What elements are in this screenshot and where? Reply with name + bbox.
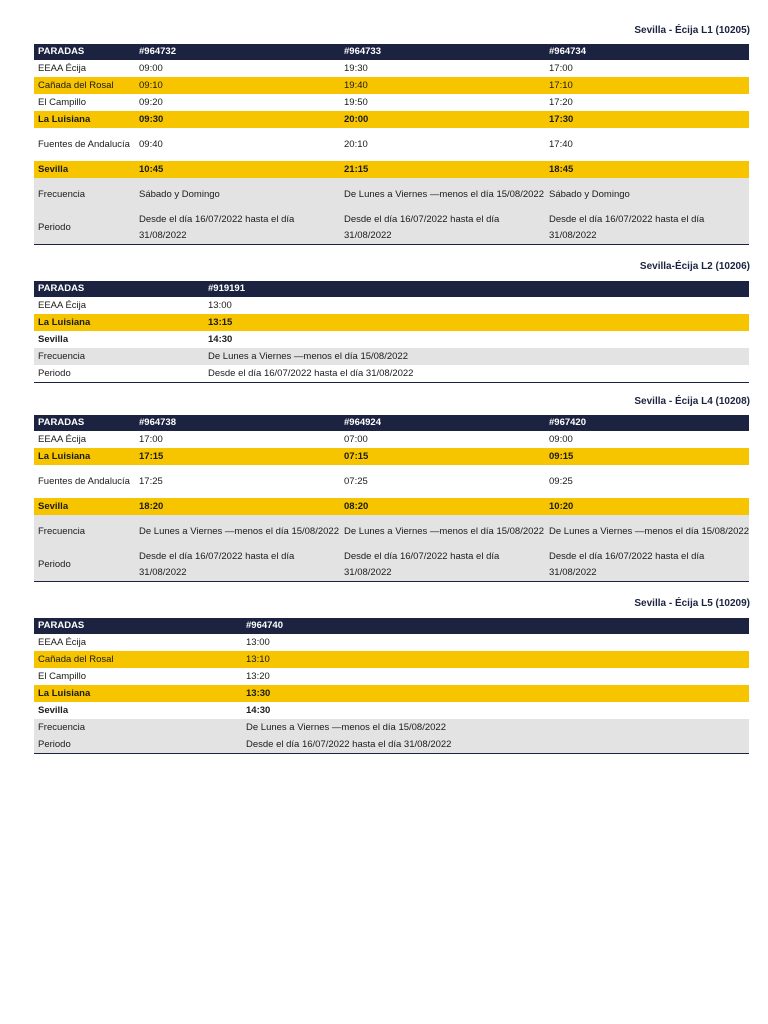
stop-row [34,431,749,448]
stop-row [34,331,749,348]
stop-row [34,651,749,668]
stop-time: 09:10 [135,77,340,94]
header-cell-trip: #967420 [545,415,749,431]
stop-time: 17:20 [549,96,573,108]
stop-time: 20:10 [344,138,368,150]
stop-time: 17:25 [139,475,163,487]
stop-time: 14:30 [208,333,233,345]
stop-time: 08:20 [340,498,545,515]
frequency-value: De Lunes a Viernes —menos el día 15/08/2022 [340,515,545,548]
header-cell-trip: #964738 [135,415,340,431]
stop-name: La Luisiana [34,314,204,331]
stop-time: 09:00 [549,433,573,445]
stop-row [34,94,749,111]
frequency-row [34,178,749,211]
stop-name: El Campillo [38,670,87,682]
stop-time: 13:15 [204,314,749,331]
header-cell-trip: #964740 [242,618,749,634]
stop-time: 09:15 [545,448,749,465]
schedule-table-l5 [34,618,749,754]
stop-row [34,297,749,314]
frequency-value: Sábado y Domingo [135,178,340,211]
header-cell-stops: PARADAS [34,618,242,634]
stop-time: 13:20 [246,670,270,682]
header-cell-stops: PARADAS [34,281,204,297]
stop-time: 09:20 [139,96,163,108]
stop-name: EEAA Écija [38,433,87,445]
header-cell-trip: #964734 [545,44,749,60]
stop-time: 17:00 [549,62,573,74]
stop-time: 07:00 [344,433,368,445]
stop-name: EEAA Écija [38,62,87,74]
period-label: Periodo [34,365,204,383]
period-value: Desde el día 16/07/2022 hasta el día 31/08/2022 [340,548,545,582]
stop-time: 20:00 [340,111,545,128]
stop-name: Cañada del Rosal [34,651,242,668]
stop-row [34,111,749,128]
stop-name: El Campillo [38,96,87,108]
stop-name: La Luisiana [34,111,135,128]
frequency-label: Frecuencia [34,178,135,211]
stop-time: 17:15 [135,448,340,465]
frequency-row [34,719,749,736]
stop-time: 13:30 [242,685,749,702]
period-value: Desde el día 16/07/2022 hasta el día 31/08/2022 [340,211,545,245]
stop-name: EEAA Écija [38,299,87,311]
table-header-row [34,415,749,431]
stop-time: 21:15 [340,161,545,178]
period-label: Periodo [34,736,242,754]
stop-name: La Luisiana [34,685,242,702]
stop-row [34,448,749,465]
stop-time: 17:00 [139,433,163,445]
stop-time: 18:20 [135,498,340,515]
stop-time: 09:40 [139,138,163,150]
stop-name: Sevilla [38,704,69,716]
stop-row [34,634,749,651]
header-cell-trip: #964924 [340,415,545,431]
stop-name: Fuentes de Andalucía [38,475,130,487]
frequency-value: De Lunes a Viernes —menos el día 15/08/2022 [242,719,749,736]
frequency-label: Frecuencia [34,348,204,365]
stop-name: La Luisiana [34,448,135,465]
stop-time: 17:10 [545,77,749,94]
stop-time: 07:25 [344,475,368,487]
header-cell-trip: #964733 [340,44,545,60]
stop-row [34,685,749,702]
stop-row [34,128,749,161]
stop-time: 10:45 [135,161,340,178]
frequency-value: De Lunes a Viernes —menos el día 15/08/2022 [340,178,545,211]
table-header-row [34,281,749,297]
period-value: Desde el día 16/07/2022 hasta el día 31/08/2022 [135,548,340,582]
stop-time: 13:00 [246,636,270,648]
stop-time: 07:15 [340,448,545,465]
stop-time: 09:00 [139,62,163,74]
stop-name: EEAA Écija [38,636,87,648]
stop-name: Cañada del Rosal [34,77,135,94]
period-row [34,211,749,245]
frequency-label: Frecuencia [34,719,242,736]
stop-row [34,161,749,178]
stop-time: 10:20 [545,498,749,515]
header-cell-trip: #919191 [204,281,749,297]
period-label: Periodo [34,548,135,582]
stop-row [34,314,749,331]
frequency-value: De Lunes a Viernes —menos el día 15/08/2022 [135,515,340,548]
line-title-l1: Sevilla - Écija L1 (10205) [634,25,750,36]
frequency-value: De Lunes a Viernes —menos el día 15/08/2022 [545,515,749,548]
stop-time: 17:30 [545,111,749,128]
period-value: Desde el día 16/07/2022 hasta el día 31/08/2022 [204,365,749,383]
period-value: Desde el día 16/07/2022 hasta el día 31/08/2022 [545,211,749,245]
table-header-row [34,618,749,634]
stop-time: 09:25 [549,475,573,487]
line-title-l2: Sevilla-Écija L2 (10206) [639,261,750,272]
stop-name: Sevilla [34,161,135,178]
header-cell-stops: PARADAS [34,415,135,431]
line-title-l4: Sevilla - Écija L4 (10208) [634,396,750,407]
stop-row [34,465,749,498]
frequency-row [34,348,749,365]
stop-time: 17:40 [549,138,573,150]
header-cell-stops: PARADAS [34,44,135,60]
stop-time: 13:10 [242,651,749,668]
period-value: Desde el día 16/07/2022 hasta el día 31/08/2022 [545,548,749,582]
stop-time: 19:40 [340,77,545,94]
stop-row [34,77,749,94]
stop-name: Fuentes de Andalucía [38,138,130,150]
line-title-l5: Sevilla - Écija L5 (10209) [634,598,750,609]
period-row [34,548,749,582]
stop-time: 13:00 [208,299,232,311]
frequency-row [34,515,749,548]
header-cell-trip: #964732 [135,44,340,60]
period-label: Periodo [34,211,135,245]
stop-row [34,498,749,515]
stop-row [34,668,749,685]
period-value: Desde el día 16/07/2022 hasta el día 31/08/2022 [242,736,749,754]
frequency-value: De Lunes a Viernes —menos el día 15/08/2022 [204,348,749,365]
frequency-label: Frecuencia [34,515,135,548]
stop-time: 09:30 [135,111,340,128]
schedule-table-l2 [34,281,749,383]
stop-name: Sevilla [38,333,69,345]
period-row [34,365,749,383]
frequency-value: Sábado y Domingo [545,178,749,211]
stop-time: 18:45 [545,161,749,178]
schedule-table-l1 [34,44,749,245]
stop-time: 14:30 [246,704,271,716]
schedule-table-l4 [34,415,749,582]
table-header-row [34,44,749,60]
period-row [34,736,749,754]
stop-time: 19:50 [344,96,368,108]
period-value: Desde el día 16/07/2022 hasta el día 31/08/2022 [135,211,340,245]
stop-name: Sevilla [34,498,135,515]
stop-row [34,60,749,77]
stop-row [34,702,749,719]
stop-time: 19:30 [344,62,368,74]
